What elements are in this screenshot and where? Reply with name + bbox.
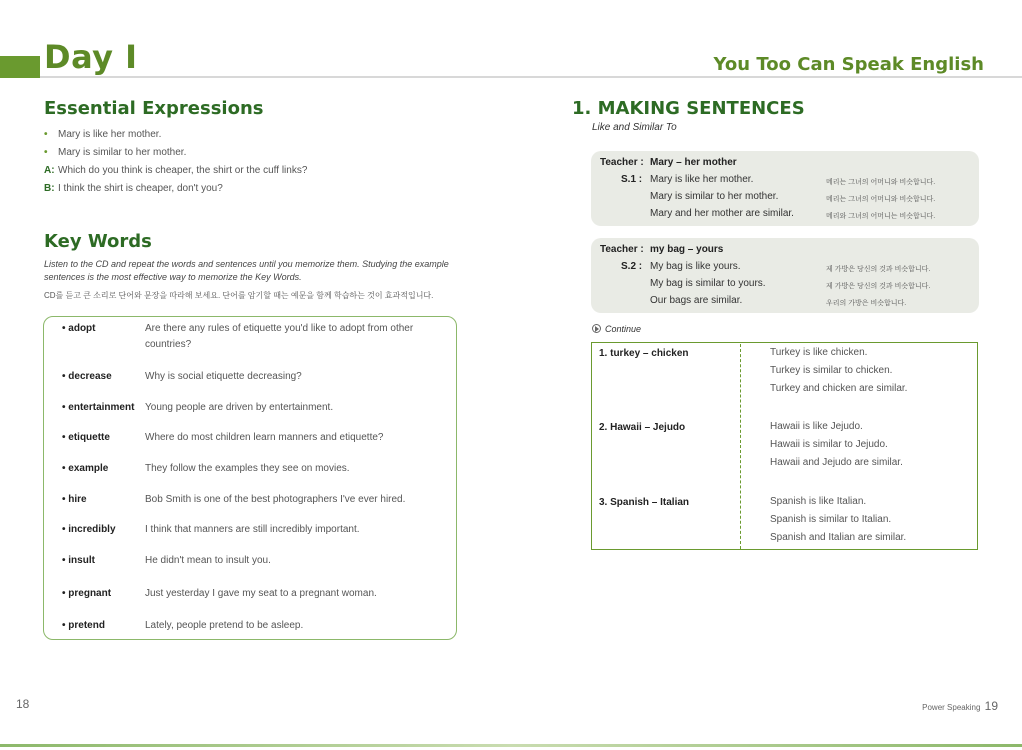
play-circle-icon xyxy=(592,324,601,333)
expression-text: Which do you think is cheaper, the shirt or the cuff links? xyxy=(58,165,308,176)
keyword-example: I think that manners are still incredibly important. xyxy=(145,524,360,535)
teacher-label: Teacher : xyxy=(600,157,644,168)
word-pair: 2. Hawaii – Jejudo xyxy=(599,422,686,433)
practice-sentence: Turkey is similar to chicken. xyxy=(770,365,893,376)
practice-sentence: Turkey is like chicken. xyxy=(770,347,868,358)
making-sentences-subtitle: Like and Similar To xyxy=(592,122,677,133)
keyword-example: Bob Smith is one of the best photographers I've ever hired. xyxy=(145,494,406,505)
keyword: • incredibly xyxy=(62,524,116,535)
keywords-instruction-korean: CD를 듣고 큰 소리로 단어와 문장을 따라해 보세요. 단어를 암기할 때는 예문을 함께 학습하는 것이 효과적입니다. xyxy=(44,291,434,300)
keyword: • adopt xyxy=(62,323,96,334)
student-sentence: Mary is similar to her mother. xyxy=(650,191,779,202)
day-title: Day I xyxy=(44,38,138,76)
practice-sentence: Hawaii is like Jejudo. xyxy=(770,421,863,432)
footer-rule xyxy=(0,744,1022,747)
student-sentence: My bag is similar to yours. xyxy=(650,278,766,289)
keyword-example: Young people are driven by entertainment. xyxy=(145,402,334,413)
student-label: S.1 : xyxy=(621,174,643,185)
student-sentence: Mary is like her mother. xyxy=(650,174,754,185)
teacher-prompt: my bag – yours xyxy=(650,244,724,255)
footer-brand: Power Speaking 19 xyxy=(922,699,998,713)
korean-translation: 제 가방은 당신의 것과 비슷합니다. xyxy=(826,266,931,273)
practice-sentence: Spanish is like Italian. xyxy=(770,496,867,507)
bullet: • xyxy=(44,147,48,158)
keyword: • decrease xyxy=(62,371,112,382)
speaker-label: B: xyxy=(44,183,55,194)
practice-sentences xyxy=(770,418,903,472)
making-sentences-heading: 1. MAKING SENTENCES xyxy=(572,98,805,119)
table-divider xyxy=(740,344,741,549)
keyword-example: Where do most children learn manners and etiquette? xyxy=(145,432,384,443)
keyword-example: Are there any rules of etiquette you'd like to adopt from other countries? xyxy=(145,323,414,350)
expression-text: Mary is similar to her mother. xyxy=(58,147,187,158)
expression-line xyxy=(44,183,223,194)
practice-sentence: Hawaii and Jejudo are similar. xyxy=(770,457,903,468)
practice-sentences xyxy=(770,344,907,398)
keyword: • hire xyxy=(62,494,87,505)
korean-translation: 메리는 그녀의 어머니와 비슷합니다. xyxy=(826,196,936,203)
keyword: • etiquette xyxy=(62,432,110,443)
word-pair: 1. turkey – chicken xyxy=(599,348,689,359)
expression-line xyxy=(44,147,186,158)
practice-sentence: Hawaii is similar to Jejudo. xyxy=(770,439,888,450)
keywords-heading: Key Words xyxy=(44,231,152,252)
speaker-label: A: xyxy=(44,165,55,176)
student-sentence: Our bags are similar. xyxy=(650,295,743,306)
keyword: • insult xyxy=(62,555,95,566)
header-rule xyxy=(40,76,1022,78)
keyword: • entertainment xyxy=(62,402,135,413)
page-number-left: 18 xyxy=(16,697,30,711)
keywords-instruction: Listen to the CD and repeat the words and sentences until you memorize them. Studying the example sentences is the most effective way to memorize the Key Words. xyxy=(44,259,449,282)
teacher-prompt: Mary – her mother xyxy=(650,157,737,168)
keyword-example: Just yesterday I gave my seat to a pregnant woman. xyxy=(145,588,377,599)
expression-line xyxy=(44,129,161,140)
bullet: • xyxy=(44,129,48,140)
keyword-example: He didn't mean to insult you. xyxy=(145,555,271,566)
essential-heading: Essential Expressions xyxy=(44,98,264,119)
keyword-example: Lately, people pretend to be asleep. xyxy=(145,620,304,631)
expression-line xyxy=(44,165,307,176)
practice-sentence: Spanish is similar to Italian. xyxy=(770,514,892,525)
header-accent-bar xyxy=(0,56,40,78)
keyword-example: Why is social etiquette decreasing? xyxy=(145,371,302,382)
korean-translation: 제 가방은 당신의 것과 비슷합니다. xyxy=(826,283,931,290)
practice-sentence: Spanish and Italian are similar. xyxy=(770,532,907,543)
teacher-label: Teacher : xyxy=(600,244,644,255)
keyword: • pregnant xyxy=(62,588,112,599)
page-number-right: 19 xyxy=(984,699,998,713)
keyword: • pretend xyxy=(62,620,105,631)
korean-translation: 메리는 그녀의 어머니와 비슷합니다. xyxy=(826,179,936,186)
expression-text: I think the shirt is cheaper, don't you? xyxy=(58,183,223,194)
practice-sentence: Turkey and chicken are similar. xyxy=(770,383,908,394)
keyword-example: They follow the examples they see on movies. xyxy=(145,463,350,474)
continue-label: Continue xyxy=(592,324,641,334)
book-title: You Too Can Speak English xyxy=(713,54,984,75)
korean-translation: 메리와 그녀의 어머니는 비슷합니다. xyxy=(826,213,936,220)
student-label: S.2 : xyxy=(621,261,643,272)
student-sentence: Mary and her mother are similar. xyxy=(650,208,794,219)
word-pair: 3. Spanish – Italian xyxy=(599,497,690,508)
keyword: • example xyxy=(62,463,109,474)
practice-sentences xyxy=(770,493,906,547)
student-sentence: My bag is like yours. xyxy=(650,261,741,272)
korean-translation: 우리의 가방은 비슷합니다. xyxy=(826,300,907,307)
expression-text: Mary is like her mother. xyxy=(58,129,162,140)
